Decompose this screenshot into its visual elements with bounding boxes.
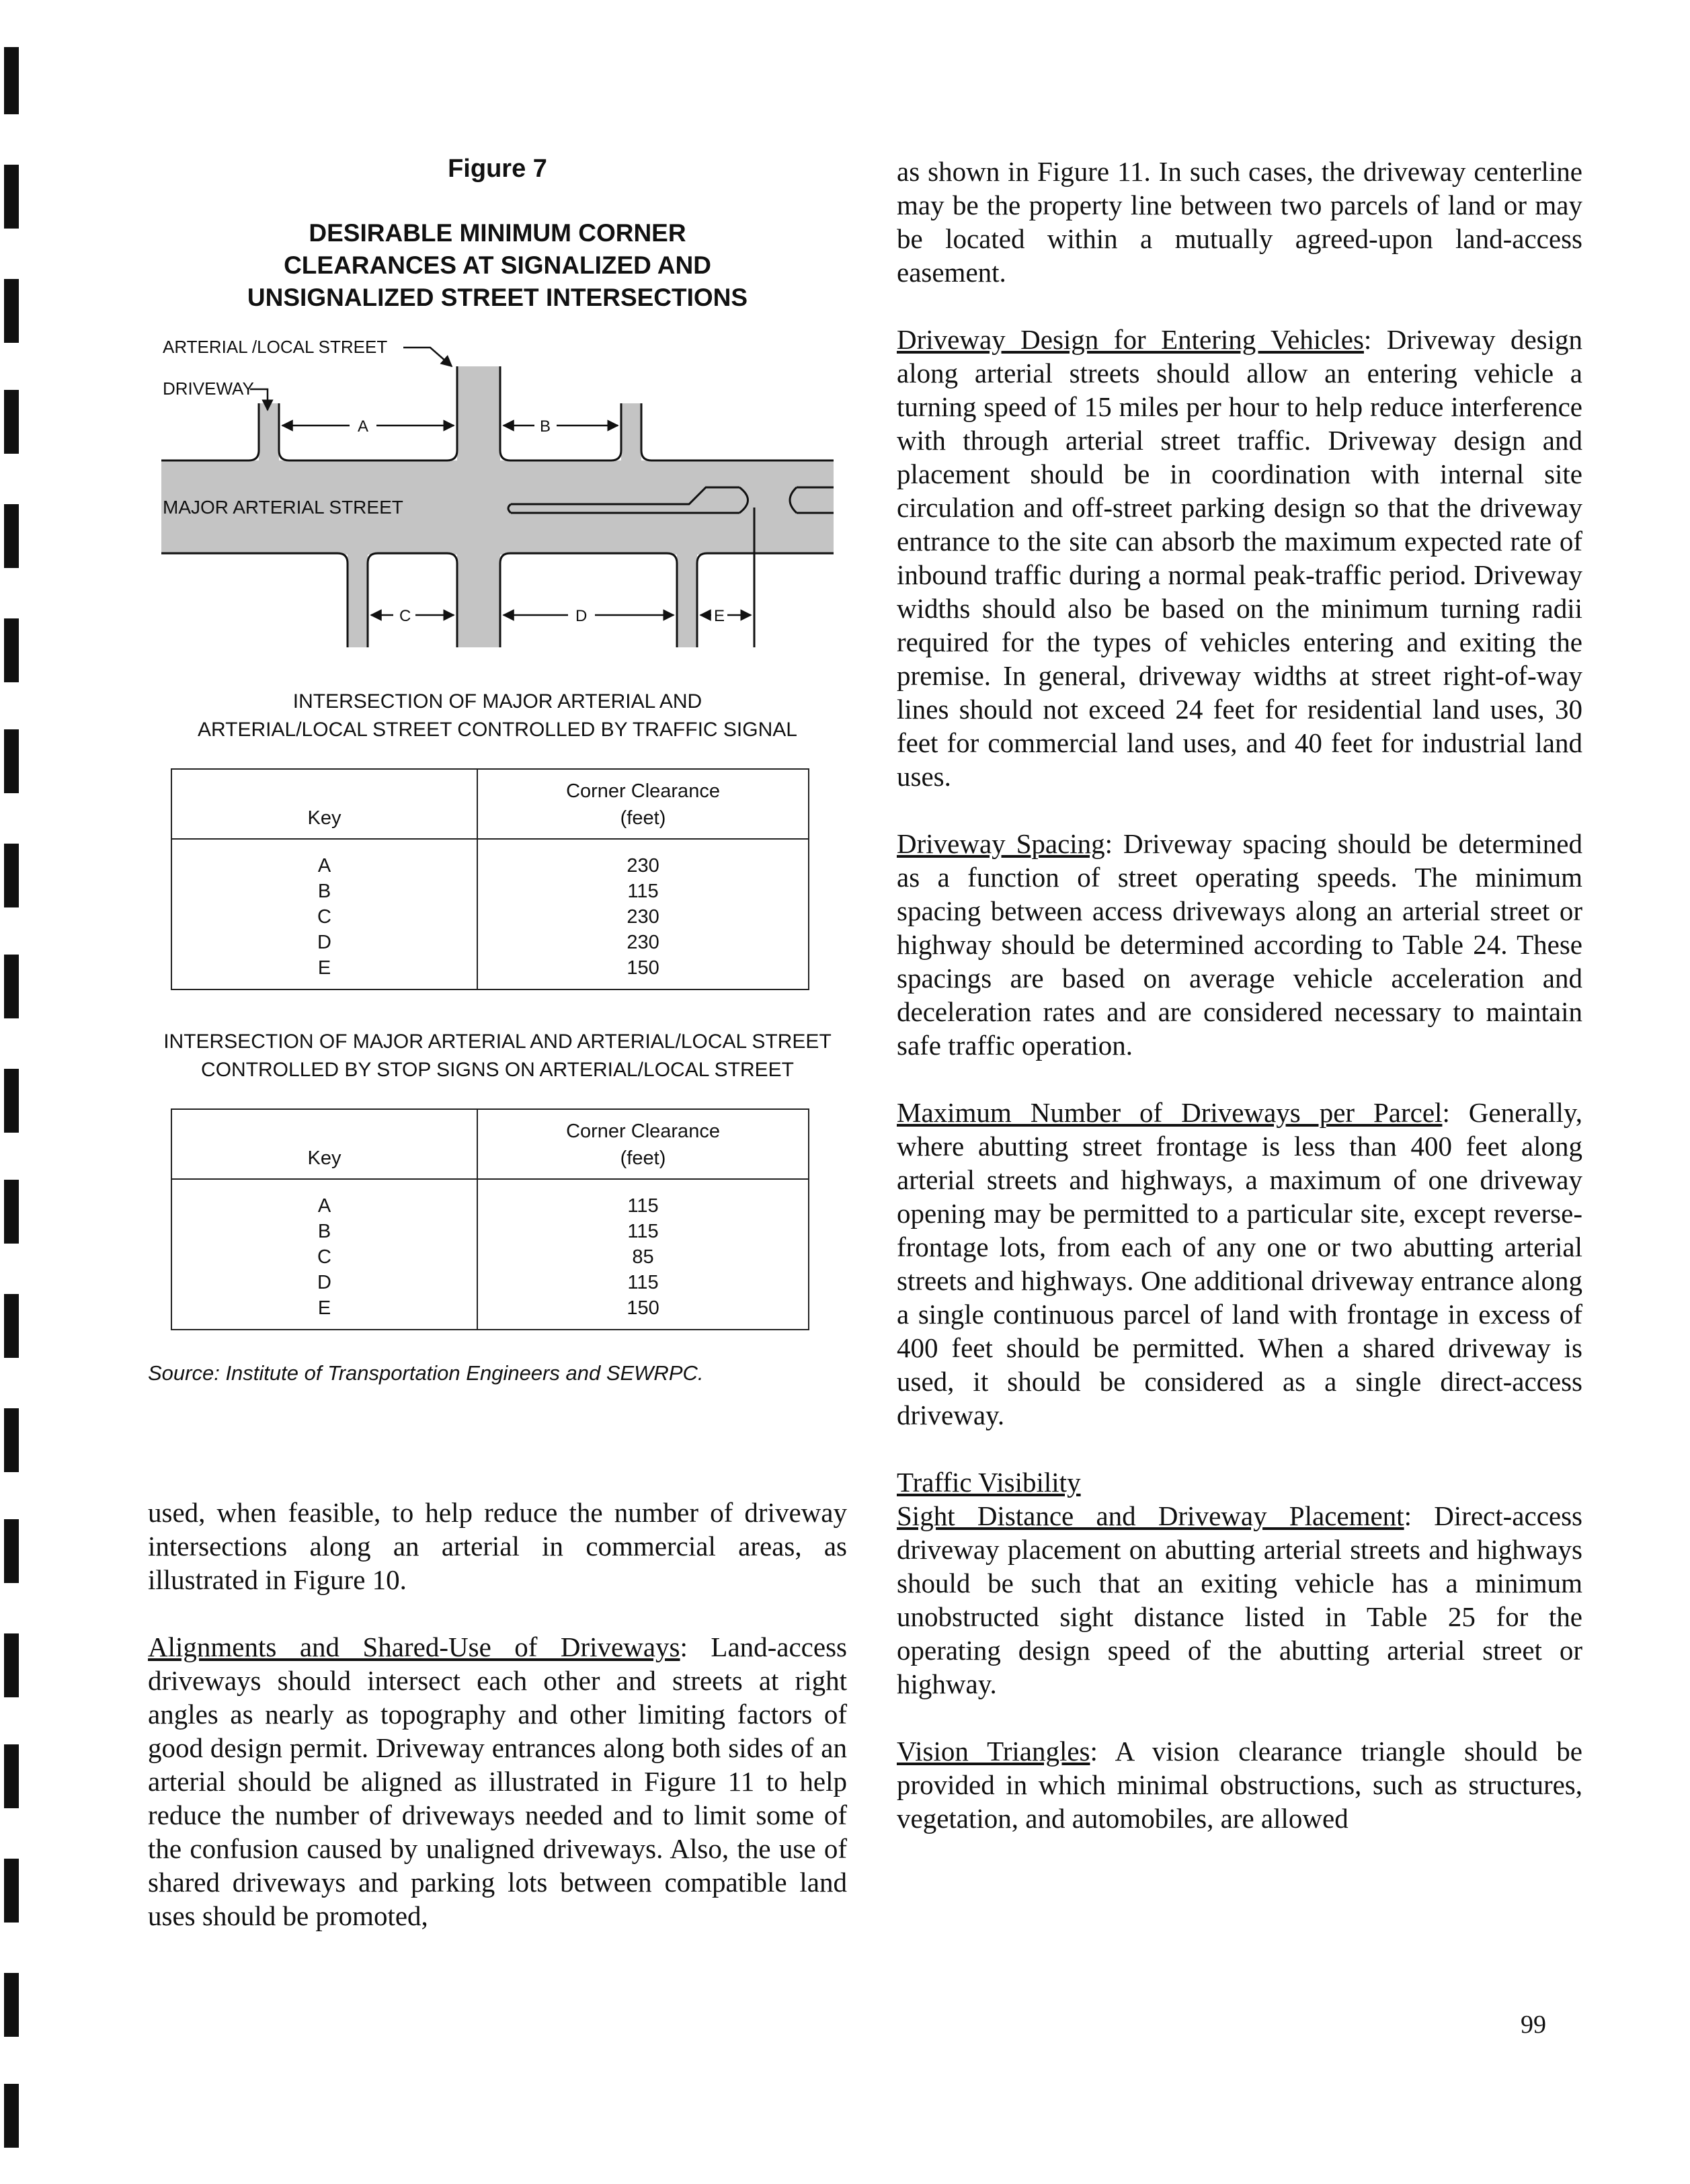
paragraph-continuation: used, when feasible, to help reduce the number of driveway intersections along an arterial in commercial areas, as illustrated in Figure 10. xyxy=(148,1497,847,1595)
header-corner-clearance xyxy=(477,1109,809,1179)
header-corner-clearance xyxy=(477,769,809,839)
table-row xyxy=(171,1244,809,1270)
figure-label: Figure 7 xyxy=(448,155,547,183)
dim-label-c: C xyxy=(399,607,411,625)
header-clearance-line-2: (feet) xyxy=(620,1147,666,1169)
value-cell: 115 xyxy=(477,879,809,904)
arterial-local-street-south xyxy=(457,553,500,647)
caption-stop-line-2: CONTROLLED BY STOP SIGNS ON ARTERIAL/LOCAL STREET xyxy=(201,1059,794,1081)
key-cell: E xyxy=(171,1295,477,1330)
value-cell: 115 xyxy=(477,1270,809,1295)
paragraph-driveway-design xyxy=(897,323,1582,793)
value-cell: 150 xyxy=(477,1295,809,1330)
table-signalized-clearance xyxy=(171,768,809,990)
key-cell: A xyxy=(171,839,477,879)
value-cell: 230 xyxy=(477,839,809,879)
paragraph-driveway-spacing xyxy=(897,827,1582,1062)
label-arterial-local-street: ARTERIAL /LOCAL STREET xyxy=(163,337,388,357)
driveway-c xyxy=(348,553,368,647)
caption-stop-line-1: INTERSECTION OF MAJOR ARTERIAL AND ARTERIAL/LOCAL STREET xyxy=(163,1030,832,1053)
figure-source: Source: Institute of Transportation Engineers and SEWRPC. xyxy=(148,1361,704,1385)
dim-label-b: B xyxy=(540,417,551,436)
body-sight-distance: : Direct-access driveway placement on abutting arterial streets and highways should be such that an exiting vehicle has a minimum unobstructed sight distance listed in Table 25 for the operating design speed of the abutting arterial street or highway. xyxy=(897,1500,1582,1699)
caption-traffic-signal xyxy=(148,688,847,744)
figure-7 xyxy=(148,155,847,1385)
value-cell: 150 xyxy=(477,955,809,989)
heading-traffic-visibility: Traffic Visibility xyxy=(897,1467,1081,1498)
page-number: 99 xyxy=(1521,2011,1546,2039)
driveway-a xyxy=(259,403,279,462)
heading-vision-triangles: Vision Triangles xyxy=(897,1736,1090,1767)
figure-title-line-1: DESIRABLE MINIMUM CORNER xyxy=(309,219,686,247)
value-cell: 230 xyxy=(477,904,809,930)
body-vision-triangles: : A vision clearance triangle should be provided in which minimal obstructions, such as structures, vegetation, and automobiles, are allowed xyxy=(897,1736,1582,1834)
value-cell: 85 xyxy=(477,1244,809,1270)
table-row xyxy=(171,1295,809,1330)
intersection-diagram xyxy=(148,326,847,676)
right-body-text xyxy=(897,155,1582,1869)
caption-signal-line-2: ARTERIAL/LOCAL STREET CONTROLLED BY TRAFFIC SIGNAL xyxy=(198,719,797,741)
header-clearance-line-1: Corner Clearance xyxy=(566,780,720,802)
header-clearance-line-2: (feet) xyxy=(620,807,666,829)
heading-driveway-spacing: Driveway Spacing xyxy=(897,828,1105,859)
body-driveway-design: : Driveway design along arterial streets should allow an entering vehicle a turning speed of 15 miles per hour to help reduce interference with through arterial street traffic. Driveway design and placement should be in coordination with internal site circulation and off-street parking design so that the driveway entrance to the site can absorb the maximum expected rate of inbound traffic during a normal peak-traffic period. Driveway widths should also be based on the minimum turning radii required for the types of vehicles entering and exiting the premise. In general, driveway widths at street right-of-way lines should not exceed 24 feet for residential land uses, 30 feet for commercial land uses, and 40 feet for industrial land uses. xyxy=(897,324,1582,792)
header-key: Key xyxy=(171,769,477,839)
paragraph-continuation-right: as shown in Figure 11. In such cases, the driveway centerline may be the property line between two parcels of land or may be located within a mutually agreed-upon land-access easement. xyxy=(897,156,1582,288)
driveway-d xyxy=(677,553,697,647)
driveway-b xyxy=(621,403,641,462)
body-alignments: : Land-access driveways should intersect each other and streets at right angles as nearly as topography and other limiting factors of good design permit. Driveway entrances along both sides of an arterial should be aligned as illustrated in Figure 11 to help reduce the number of driveways needed and to limit some of the confusion caused by unaligned driveways. Also, the use of shared driveways and parking lots between compatible land uses should be promoted, xyxy=(148,1631,847,1931)
table-row xyxy=(171,1270,809,1295)
caption-signal-line-1: INTERSECTION OF MAJOR ARTERIAL AND xyxy=(292,690,702,713)
table-row xyxy=(171,1219,809,1244)
table-row xyxy=(171,930,809,955)
arterial-local-street-north xyxy=(457,366,500,462)
key-cell: A xyxy=(171,1179,477,1219)
figure-title-line-2: CLEARANCES AT SIGNALIZED AND xyxy=(284,251,711,279)
body-driveway-spacing: : Driveway spacing should be determined as a function of street operating speeds. The minimum spacing between access driveways along an arterial street or highway should be determined according to Table 24. These spacings are based on average vehicle acceleration and deceleration rates and are considered necessary to maintain safe traffic operation. xyxy=(897,828,1582,1061)
header-key: Key xyxy=(171,1109,477,1179)
figure-title-line-3: UNSIGNALIZED STREET INTERSECTIONS xyxy=(247,284,748,311)
figure-title xyxy=(148,217,847,314)
key-cell: C xyxy=(171,904,477,930)
key-cell: B xyxy=(171,879,477,904)
value-cell: 115 xyxy=(477,1179,809,1219)
table-row xyxy=(171,879,809,904)
dim-label-e: E xyxy=(714,607,725,625)
key-cell: D xyxy=(171,1270,477,1295)
heading-max-driveways: Maximum Number of Driveways per Parcel xyxy=(897,1097,1443,1128)
value-cell: 230 xyxy=(477,930,809,955)
label-driveway: DRIVEWAY xyxy=(163,378,254,399)
table-row xyxy=(171,904,809,930)
paragraph-max-driveways xyxy=(897,1096,1582,1432)
arterial-local-leader xyxy=(403,348,452,366)
header-clearance-line-1: Corner Clearance xyxy=(566,1121,720,1142)
body-max-driveways: : Generally, where abutting street frontage is less than 400 feet along arterial streets and highways, a maximum of one driveway opening may be permitted to a particular site, except reverse-frontage lots, from each of any one or two abutting arterial streets and highways. One additional driveway entrance along a single continuous parcel of land with frontage in excess of 400 feet should be permitted. When a shared driveway is used, it should be considered as a single direct-access driveway. xyxy=(897,1097,1582,1430)
value-cell: 115 xyxy=(477,1219,809,1244)
table-row xyxy=(171,955,809,989)
heading-sight-distance: Sight Distance and Driveway Placement xyxy=(897,1500,1404,1531)
caption-stop-signs xyxy=(148,1028,847,1084)
label-major-arterial-street: MAJOR ARTERIAL STREET xyxy=(163,497,403,518)
paragraph-alignments xyxy=(148,1630,847,1933)
dim-label-d: D xyxy=(575,607,588,625)
paragraph-vision-triangles xyxy=(897,1734,1582,1835)
heading-alignments: Alignments and Shared-Use of Driveways xyxy=(148,1631,680,1662)
key-cell: D xyxy=(171,930,477,955)
key-cell: C xyxy=(171,1244,477,1270)
heading-driveway-design: Driveway Design for Entering Vehicles xyxy=(897,324,1364,355)
left-body-text xyxy=(148,1496,847,1966)
table-unsignalized-clearance xyxy=(171,1108,809,1330)
table-row xyxy=(171,1179,809,1219)
paragraph-traffic-visibility xyxy=(897,1465,1582,1701)
key-cell: E xyxy=(171,955,477,989)
key-cell: B xyxy=(171,1219,477,1244)
table-row xyxy=(171,839,809,879)
dim-label-a: A xyxy=(358,417,369,436)
